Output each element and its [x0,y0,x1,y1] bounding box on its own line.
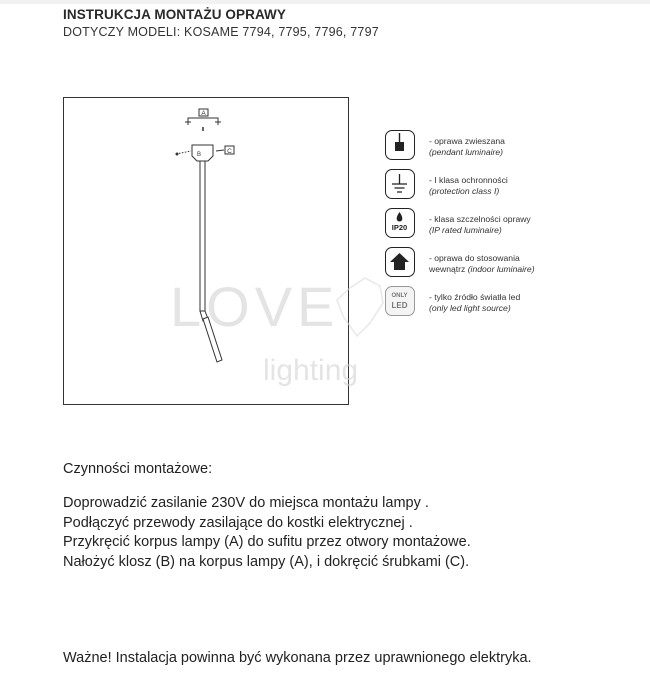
legend-text: - I klasa ochronności [429,175,508,185]
page-title: INSTRUKCJA MONTAŻU OPRAWY [63,7,286,22]
steps-list [63,494,471,572]
pendant-icon [385,130,415,160]
ip20-badge: IP20 [391,223,408,232]
legend-text-en: (indoor luminaire) [467,264,535,274]
step-3: Przykręcić korpus lampy (A) do sufitu przez otwory montażowe. [63,534,471,550]
label-b: B [196,152,202,158]
top-rule [0,0,650,4]
screw-dot [176,153,179,156]
legend-text: - oprawa do stosowania [429,253,520,263]
steps-heading: Czynności montażowe: [63,461,213,477]
lamp-canopy [176,145,234,161]
indoor-house-icon [385,247,415,277]
legend-text-en: (IP rated luminaire) [429,225,502,235]
legend-text-en: (only led light source) [429,303,511,313]
legend-text: - klasa szczelności oprawy [429,214,531,224]
legend-text: - oprawa zwieszana [429,136,505,146]
led-badge: LED [391,301,408,310]
label-a: A [201,110,206,117]
watermark-love-text: LOVE [170,275,340,338]
legend-text: wewnątrz [429,264,468,274]
safety-warning: Ważne! Instalacja powinna być wykonana przez uprawnionego elektryka. [63,650,532,666]
watermark-lighting-text: lighting [263,354,359,387]
step-2: Podłączyć przewody zasilające do kostki elektrycznej . [63,514,413,531]
only-led-icon [385,286,415,316]
only-badge: ONLY [391,293,408,299]
legend-text-en: (pendant luminaire) [429,147,504,157]
lamp-drawing [64,98,348,404]
label-c: C [227,148,232,155]
step-4: Nałożyć klosz (B) na korpus lampy (A), i dokręcić śrubkami (C). [63,553,470,570]
legend-text-en: (protection class I) [429,186,500,196]
ground-icon [385,169,415,199]
model-subtitle: DOTYCZY MODELI: KOSAME 7794, 7795, 7796, 7797 [63,25,379,39]
ip20-icon [385,208,415,238]
step-1: Doprowadzić zasilanie 230V do miejsca montażu lampy . [63,495,429,511]
mounting-diagram [63,97,349,405]
lamp-rod [200,161,222,362]
legend-text: - tylko źródło światła led [429,292,521,302]
